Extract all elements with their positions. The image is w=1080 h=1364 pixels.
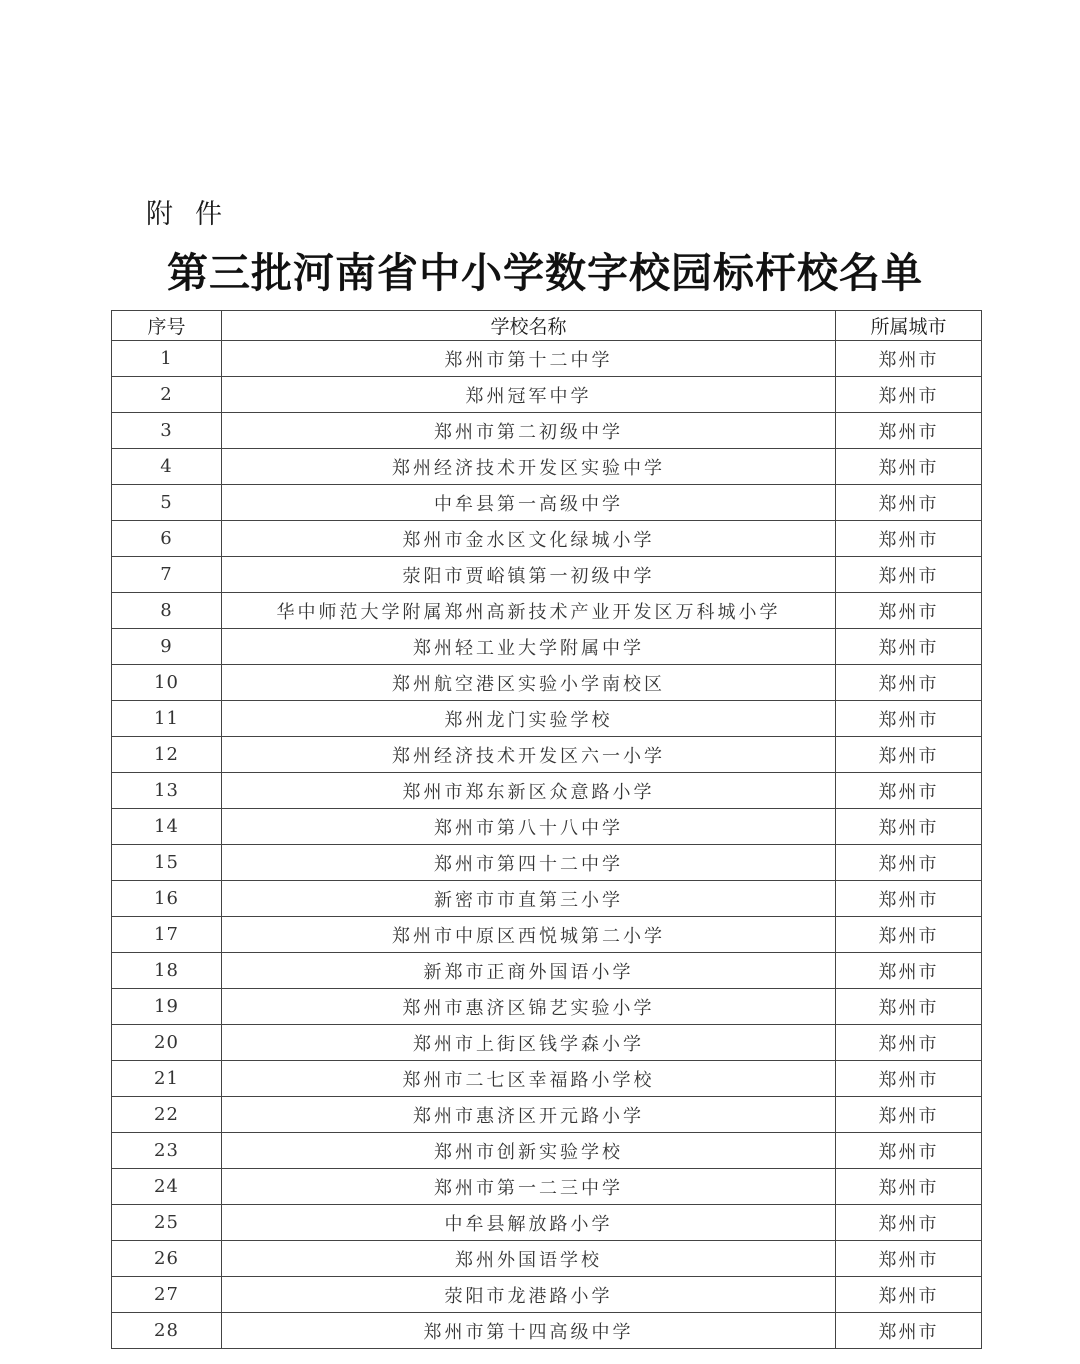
school-name: 郑州市中原区西悦城第二小学 [222,917,836,953]
school-name: 郑州轻工业大学附属中学 [222,629,836,665]
school-name: 郑州市第八十八中学 [222,809,836,845]
table-row [112,809,982,845]
table-row [112,377,982,413]
table-row [112,1025,982,1061]
city-name: 郑州市 [836,773,982,809]
row-index: 23 [112,1133,222,1169]
row-index: 12 [112,737,222,773]
school-name: 郑州市惠济区开元路小学 [222,1097,836,1133]
row-index: 28 [112,1313,222,1349]
table-row [112,1169,982,1205]
table-row [112,341,982,377]
school-name: 新郑市正商外国语小学 [222,953,836,989]
table-row [112,989,982,1025]
school-name: 中牟县第一高级中学 [222,485,836,521]
row-index: 18 [112,953,222,989]
row-index: 16 [112,881,222,917]
table-row [112,881,982,917]
city-name: 郑州市 [836,737,982,773]
table-row [112,1205,982,1241]
attachment-label: 附件 [146,199,244,230]
city-name: 郑州市 [836,1313,982,1349]
row-index: 1 [112,341,222,377]
row-index: 17 [112,917,222,953]
header-index: 序号 [112,311,222,341]
city-name: 郑州市 [836,377,982,413]
school-list-table [111,310,982,1349]
row-index: 24 [112,1169,222,1205]
city-name: 郑州市 [836,1241,982,1277]
school-name: 郑州市上街区钱学森小学 [222,1025,836,1061]
table-row [112,773,982,809]
city-name: 郑州市 [836,557,982,593]
city-name: 郑州市 [836,1205,982,1241]
page-title: 第三批河南省中小学数字校园标杆校名单 [167,249,923,297]
city-name: 郑州市 [836,413,982,449]
school-name: 郑州经济技术开发区实验中学 [222,449,836,485]
table-row [112,1097,982,1133]
table-row [112,413,982,449]
table-row [112,629,982,665]
city-name: 郑州市 [836,1097,982,1133]
school-name: 荥阳市龙港路小学 [222,1277,836,1313]
city-name: 郑州市 [836,845,982,881]
school-name: 中牟县解放路小学 [222,1205,836,1241]
row-index: 3 [112,413,222,449]
row-index: 9 [112,629,222,665]
row-index: 27 [112,1277,222,1313]
city-name: 郑州市 [836,1133,982,1169]
city-name: 郑州市 [836,917,982,953]
city-name: 郑州市 [836,521,982,557]
city-name: 郑州市 [836,989,982,1025]
city-name: 郑州市 [836,1277,982,1313]
school-name: 郑州经济技术开发区六一小学 [222,737,836,773]
city-name: 郑州市 [836,1061,982,1097]
city-name: 郑州市 [836,593,982,629]
city-name: 郑州市 [836,449,982,485]
header-school-name: 学校名称 [222,311,836,341]
table-row [112,1277,982,1313]
row-index: 21 [112,1061,222,1097]
table-row [112,593,982,629]
school-name: 郑州市创新实验学校 [222,1133,836,1169]
table-row [112,917,982,953]
city-name: 郑州市 [836,341,982,377]
header-city: 所属城市 [836,311,982,341]
table-row [112,449,982,485]
school-name: 郑州市二七区幸福路小学校 [222,1061,836,1097]
table-row [112,557,982,593]
school-name: 郑州市第一二三中学 [222,1169,836,1205]
school-name: 郑州市郑东新区众意路小学 [222,773,836,809]
table-row [112,701,982,737]
school-name: 郑州龙门实验学校 [222,701,836,737]
school-name: 郑州外国语学校 [222,1241,836,1277]
row-index: 13 [112,773,222,809]
row-index: 6 [112,521,222,557]
city-name: 郑州市 [836,1169,982,1205]
city-name: 郑州市 [836,1025,982,1061]
city-name: 郑州市 [836,809,982,845]
row-index: 8 [112,593,222,629]
table-row [112,521,982,557]
row-index: 4 [112,449,222,485]
row-index: 14 [112,809,222,845]
row-index: 5 [112,485,222,521]
row-index: 15 [112,845,222,881]
school-name: 郑州市第二初级中学 [222,413,836,449]
school-name: 郑州市第十四高级中学 [222,1313,836,1349]
school-name: 郑州市第十二中学 [222,341,836,377]
city-name: 郑州市 [836,881,982,917]
school-name: 华中师范大学附属郑州高新技术产业开发区万科城小学 [222,593,836,629]
school-name: 郑州市第四十二中学 [222,845,836,881]
row-index: 22 [112,1097,222,1133]
city-name: 郑州市 [836,629,982,665]
city-name: 郑州市 [836,953,982,989]
row-index: 26 [112,1241,222,1277]
table-row [112,737,982,773]
table-header [112,311,982,341]
row-index: 2 [112,377,222,413]
table-row [112,665,982,701]
table-row [112,1061,982,1097]
table-row [112,1241,982,1277]
row-index: 11 [112,701,222,737]
city-name: 郑州市 [836,665,982,701]
table-row [112,845,982,881]
table-row [112,485,982,521]
school-name: 郑州市金水区文化绿城小学 [222,521,836,557]
school-name: 荥阳市贾峪镇第一初级中学 [222,557,836,593]
row-index: 25 [112,1205,222,1241]
school-name: 郑州冠军中学 [222,377,836,413]
table-row [112,1313,982,1349]
city-name: 郑州市 [836,485,982,521]
table-body [112,341,982,1349]
row-index: 19 [112,989,222,1025]
row-index: 20 [112,1025,222,1061]
city-name: 郑州市 [836,701,982,737]
header-row [112,311,982,341]
school-name: 新密市市直第三小学 [222,881,836,917]
table-row [112,1133,982,1169]
school-name: 郑州市惠济区锦艺实验小学 [222,989,836,1025]
table-row [112,953,982,989]
school-name: 郑州航空港区实验小学南校区 [222,665,836,701]
row-index: 7 [112,557,222,593]
row-index: 10 [112,665,222,701]
